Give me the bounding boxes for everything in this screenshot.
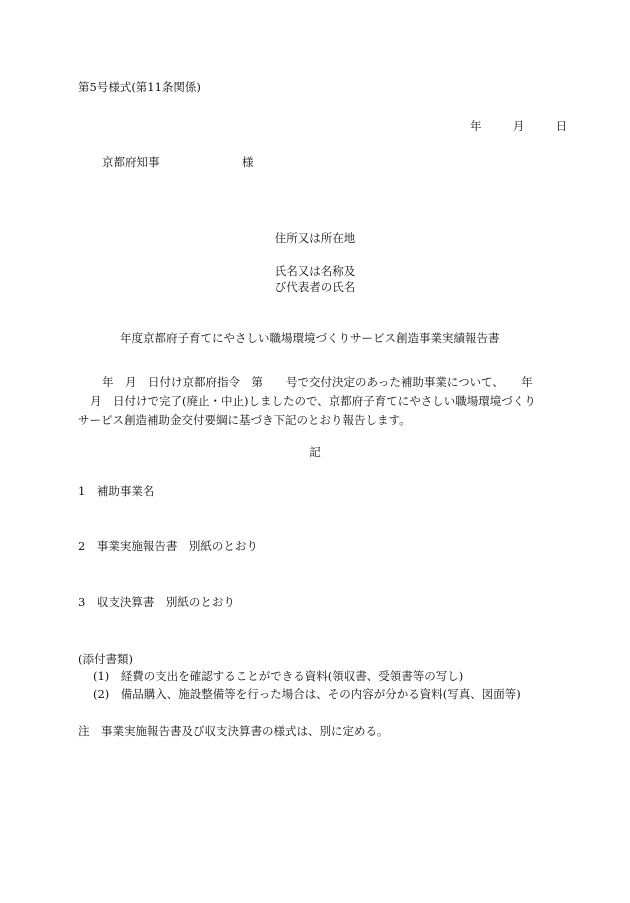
body-line-1: 年 月 日付け京都府指令 第 号で交付決定のあった補助事業について、 年 (102, 375, 533, 389)
addressee-honorific: 様 (242, 155, 254, 169)
report-title: 年度京都府子育てにやさしい職場環境づくりサービス創造事業実績報告書 (120, 331, 500, 345)
date-month: 月 (512, 119, 525, 133)
addressee (102, 155, 254, 169)
item-1: 1 補助事業名 (78, 484, 155, 498)
body-line-3: サービス創造補助金交付要綱に基づき下記のとおり報告します。 (78, 413, 411, 427)
applicant-name-label-2: び代表者の氏名 (274, 280, 356, 294)
form-id-label: 第5号様式(第11条関係) (78, 80, 201, 94)
item-3: 3 収支決算書 別紙のとおり (78, 595, 235, 609)
body-paragraph (78, 373, 553, 430)
addressee-name: 京都府知事 (102, 155, 160, 169)
attachment-item-1: (1) 経費の支出を確認することができる資料(領収書、受領書等の写し) (93, 669, 464, 683)
item-2: 2 事業実施報告書 別紙のとおり (78, 539, 258, 553)
attachments-heading: (添付書類) (78, 652, 133, 666)
applicant-name-label-1: 氏名又は名称及 (274, 264, 356, 278)
applicant-address-label: 住所又は所在地 (274, 231, 356, 245)
date-line (470, 121, 567, 133)
ki-heading: 記 (309, 445, 321, 459)
date-day: 日 (555, 119, 568, 133)
note: 注 事業実施報告書及び収支決算書の様式は、別に定める。 (78, 724, 389, 738)
body-line-2: 月 日付けで完了(廃止・中止)しましたので、京都府子育てにやさしい職場環境づくり (90, 394, 536, 408)
date-year: 年 (470, 119, 482, 133)
attachment-item-2: (2) 備品購入、施設整備等を行った場合は、その内容が分かる資料(写真、図面等) (93, 687, 521, 701)
